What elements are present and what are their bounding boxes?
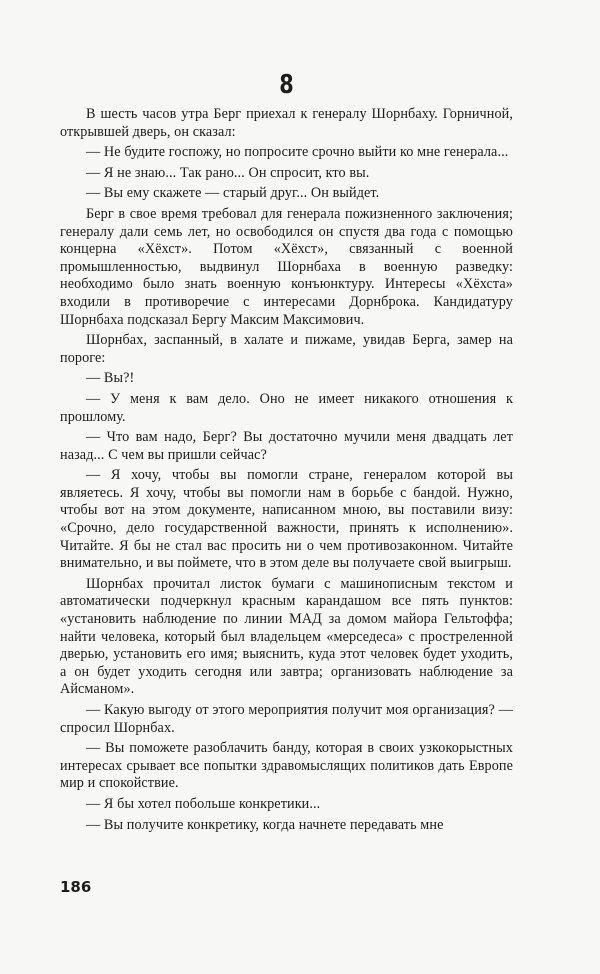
- paragraph: В шесть часов утра Берг приехал к генералу Шорнбаху. Горничной, открывшей дверь, он сказал:: [60, 106, 513, 140]
- paragraph: Шорнбах прочитал листок бумаги с машинописным текстом и автоматически подчеркнул красным карандашом все пять пунктов: «установить наблюдение по линии МАД за домом майора Гельтоффа; найти человека, который был владельцем «мерседеса» с простреленной дверью, установить его имя; выяснить, куда этот человек будет уходить, а он будет уходить сегодня или завтра; организовать наблюдение за Айсманом».: [60, 575, 513, 698]
- paragraph: — У меня к вам дело. Оно не имеет никакого отношения к прошлому.: [60, 390, 513, 425]
- paragraph: — Я не знаю... Так рано... Он спросит, кто вы.: [86, 164, 370, 181]
- paragraph: — Не будите госпожу, но попросите срочно выйти ко мне генерала...: [86, 144, 509, 161]
- paragraph: — Что вам надо, Берг? Вы достаточно мучили меня двадцать лет назад... С чем вы пришли сейчас?: [60, 429, 513, 463]
- paragraph: — Я хочу, чтобы вы помогли стране, генералом которой вы являетесь. Я хочу, чтобы вы помогли нам в борьбе с бандой. Нужно, чтобы вот на этом документе, написанном мною, вы поставили визу: «Срочно, дело государственной важности, принять к исполнению». Читайте. Я бы не стал вас просить ни о чем противозаконном. Читайте внимательно, и вы поймете, что в этом деле вы получаете свой выигрыш.: [60, 467, 513, 572]
- paragraph: — Вы ему скажете — старый друг... Он выйдет.: [86, 185, 380, 202]
- paragraph: — Вы поможете разоблачить банду, которая в своих узкокорыстных интересах срывает все попытки здравомыслящих политиков дать Европе мир и спокойствие.: [60, 740, 513, 792]
- paragraph: — Я бы хотел побольше конкретики...: [86, 795, 321, 812]
- paragraph: — Вы?!: [86, 370, 135, 387]
- paragraph: — Вы получите конкретику, когда начнете передавать мне: [86, 816, 444, 833]
- page-number: 186: [60, 878, 92, 896]
- paragraph: — Какую выгоду от этого мероприятия получит моя организация? — спросил Шорнбах.: [60, 702, 513, 736]
- book-page: [60, 70, 513, 837]
- paragraph: Берг в свое время требовал для генерала пожизненного заключения; генералу дали семь лет, но освободился он спустя два года с помощью концерна «Хёхст». Потом «Хёхст», связанный с военной промышленностью, выдвинул Шорнбаха в военную разведку: необходимо было знать военную конъюнктуру. Интересы «Хёхста» входили в противоречие с интересами Дорнброка. Кандидатуру Шорнбаха подсказал Бергу Максим Максимович.: [60, 205, 513, 328]
- paragraph: Шорнбах, заспанный, в халате и пижаме, увидав Берга, замер на пороге:: [60, 332, 513, 366]
- chapter-number: 8: [279, 70, 294, 100]
- body-text: [60, 106, 513, 834]
